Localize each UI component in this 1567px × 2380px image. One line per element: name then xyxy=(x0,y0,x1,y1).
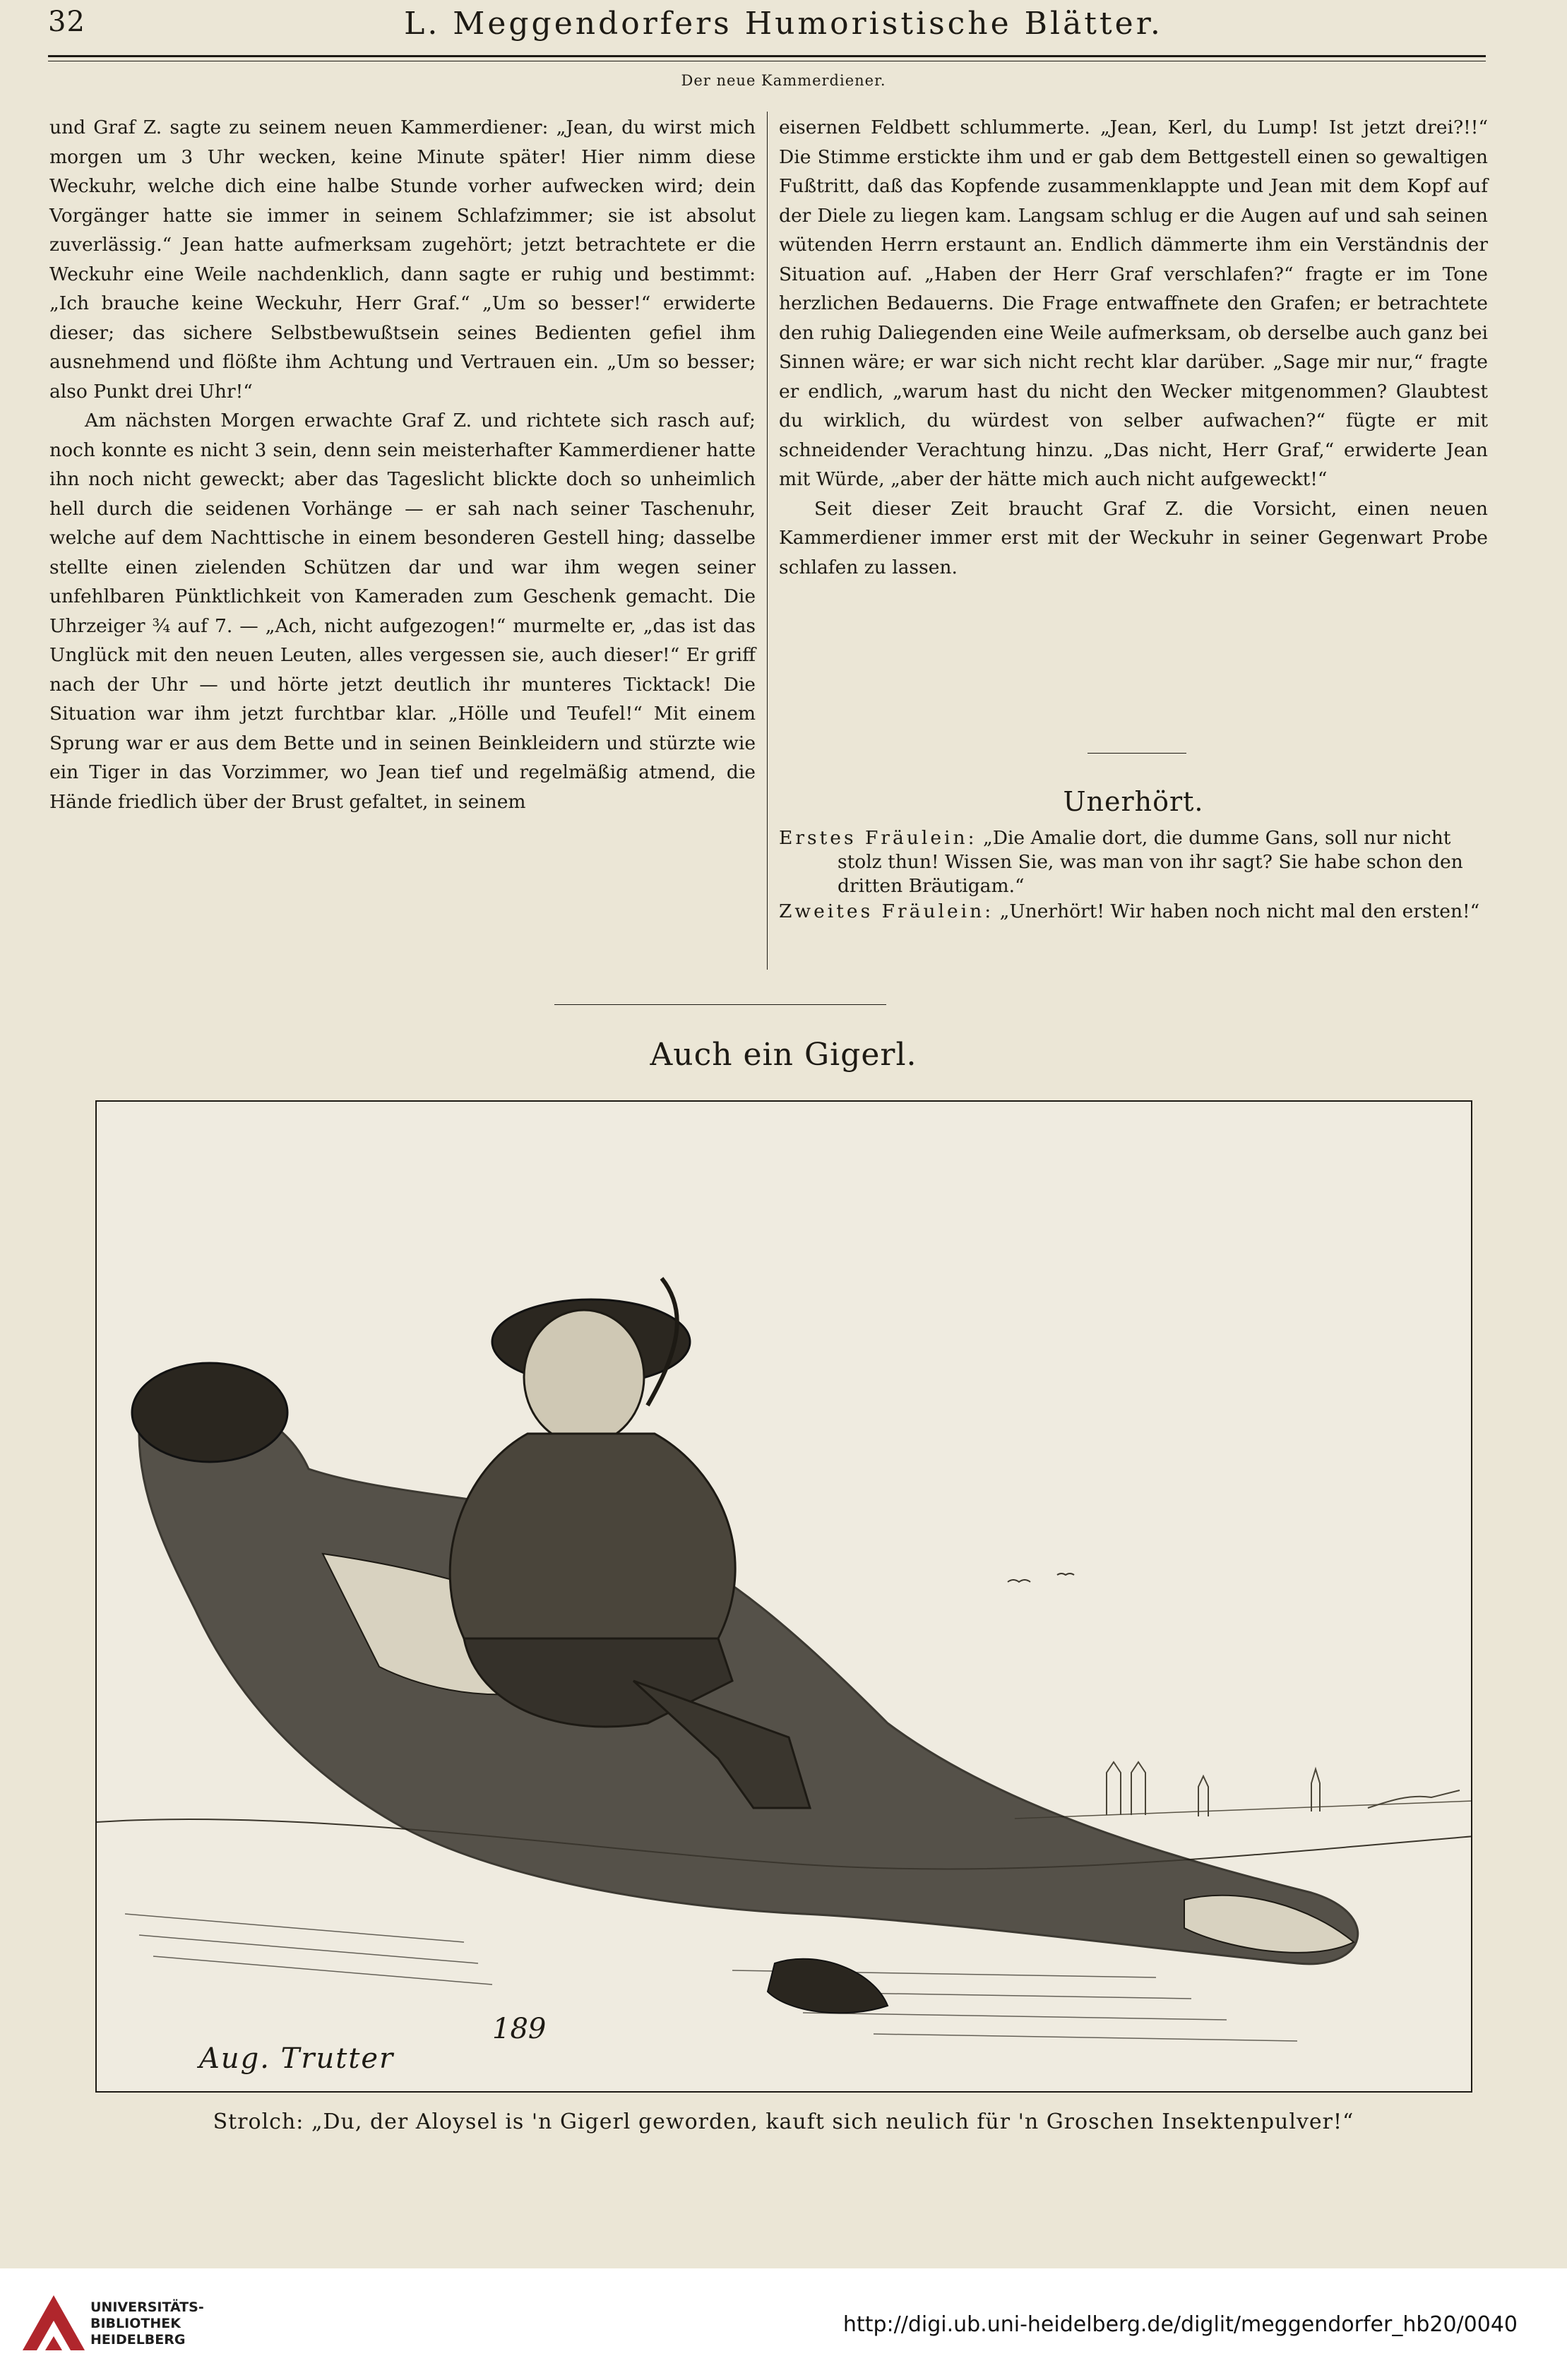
library-name xyxy=(90,2299,204,2348)
story-paragraph: und Graf Z. sagte zu seinem neuen Kammerdiener: „Jean, du wirst mich morgen um 3 Uhr wecken, keine Minute später! Hier nimm diese Weckuhr, welche dich eine halbe Stunde vorher aufwecken wird; dein Vorgänger hatte sie immer in seinem Schlafzimmer; sie ist absolut zuverlässig.“ Jean hatte aufmerksam zugehört; jetzt betrachtete er die Weckuhr eine Weile nachdenklich, dann sagte er ruhig und bestimmt: „Ich brauche keine Weckuhr, Herr Graf.“ „Um so besser!“ erwiderte dieser; das sichere Selbstbewußtsein seines Bedienten gefiel ihm ausnehmend und flößte ihm Achtung und Vertrauen ein. „Um so besser; also Punkt drei Uhr!“ xyxy=(49,117,756,403)
column-divider xyxy=(767,112,768,970)
header-rule xyxy=(48,55,1486,57)
library-logo-icon xyxy=(23,2295,85,2350)
story-paragraph: Am nächsten Morgen erwachte Graf Z. und richtete sich rasch auf; noch konnte es nicht 3 sein, denn sein meisterhafter Kammerdiener hatte ihn noch nicht geweckt; aber das Tageslicht blickte doch so unheimlich hell durch die seidenen Vorhänge — er sah nach seiner Taschenuhr, welche auf dem Nachttische in einem besonderen Gestell hing; dasselbe stellte einen zielenden Schützen dar und war ihm wegen seiner unfehlbaren Pünktlichkeit von Kameraden zum Geschenk gemacht. Die Uhrzeiger ¾ auf 7. — „Ach, nicht aufgezogen!“ murmelte er, „das ist das Unglück mit den neuen Leuten, alles vergessen sie, auch dieser!“ Er griff nach der Uhr — und hörte jetzt deutlich ihr munteres Ticktack! Die Situation war ihm jetzt furchtbar klar. „Hölle und Teufel!“ Mit einem Sprung war er aus dem Bette und in seinen Beinkleidern und stürzte wie ein Tiger in das Vorzimmer, wo Jean tief und regelmäßig atmend, die Hände friedlich über der Brust gefaltet, in seinem xyxy=(49,410,756,813)
library-name-line: UNIVERSITÄTS- xyxy=(90,2299,204,2315)
running-title: L. Meggendorfers Humoristische Blätter. xyxy=(404,6,1163,42)
illustration xyxy=(95,1100,1472,2093)
dialogue-line xyxy=(779,826,1488,898)
story-paragraph: eisernen Feldbett schlummerte. „Jean, Kerl, du Lump! Ist jetzt drei?!!“ Die Stimme erstickte ihm und er gab dem Bettgestell einen so gewaltigen Fußtritt, daß das Kopfende zusammenklappte und Jean mit dem Kopf auf der Diele zu liegen kam. Langsam schlug er die Augen auf und sah seinen wütenden Herrn erstaunt an. Endlich dämmerte ihm ein Verständnis der Situation auf. „Haben der Herr Graf verschlafen?“ fragte er im Tone herzlichen Bedauerns. Die Frage entwaffnete den Grafen; er betrachtete den ruhig Daliegenden eine Weile aufmerksam, ob derselbe auch ganz bei Sinnen wäre; er war sich nicht recht klar darüber. „Sage mir nur,“ fragte er endlich, „warum hast du nicht den Wecker mitgenommen? Glaubtest du wirklich, du würdest von selber aufwachen?“ fügte er mit schneidender Verachtung hinzu. „Das nicht, Herr Graf,“ erwiderte Jean mit Würde, „aber der hätte mich auch nicht aufgeweckt!“ xyxy=(779,117,1488,490)
section-rule xyxy=(554,1004,886,1005)
illustration-year: 189 xyxy=(492,2013,547,2045)
library-name-line: BIBLIOTHEK xyxy=(90,2316,181,2331)
page-number: 32 xyxy=(48,6,85,38)
library-footer xyxy=(0,2268,1567,2380)
lying-tramp xyxy=(139,1406,1358,1964)
illustration-caption: Strolch: „Du, der Aloysel is 'n Gigerl geworden, kauft sich neulich für 'n Groschen Insektenpulver!“ xyxy=(213,2110,1354,2134)
story-column-left xyxy=(49,113,756,816)
tramps-drawing xyxy=(97,1102,1472,2093)
source-url[interactable]: http://digi.ub.uni-heidelberg.de/diglit/meggendorfer_hb20/0040 xyxy=(842,2312,1518,2337)
story-column-right xyxy=(779,113,1488,582)
anecdote-dialogue xyxy=(779,826,1488,925)
speaker-label: Zweites Fräulein: xyxy=(779,900,994,922)
illustration-title: Auch ein Gigerl. xyxy=(650,1037,917,1073)
artist-signature: Aug. Trutter xyxy=(199,2042,395,2075)
library-name-line: HEIDELBERG xyxy=(90,2332,186,2348)
anecdote-title: Unerhört. xyxy=(1063,786,1204,817)
speaker-label: Erstes Fräulein: xyxy=(779,827,977,849)
story-title: Der neue Kammerdiener. xyxy=(681,72,886,89)
speech-text: „Unerhört! Wir haben noch nicht mal den ersten!“ xyxy=(999,900,1480,922)
section-rule xyxy=(1088,753,1186,754)
dialogue-line xyxy=(779,900,1488,924)
story-paragraph: Seit dieser Zeit braucht Graf Z. die Vorsicht, einen neuen Kammerdiener immer erst mit der Weckuhr in seiner Gegenwart Probe schlafen zu lassen. xyxy=(779,497,1488,578)
speech-text: „Die Amalie dort, die dumme Gans, soll nur nicht stolz thun! Wissen Sie, was man von ihr sagt? Sie habe schon den dritten Bräutigam.“ xyxy=(838,827,1463,897)
